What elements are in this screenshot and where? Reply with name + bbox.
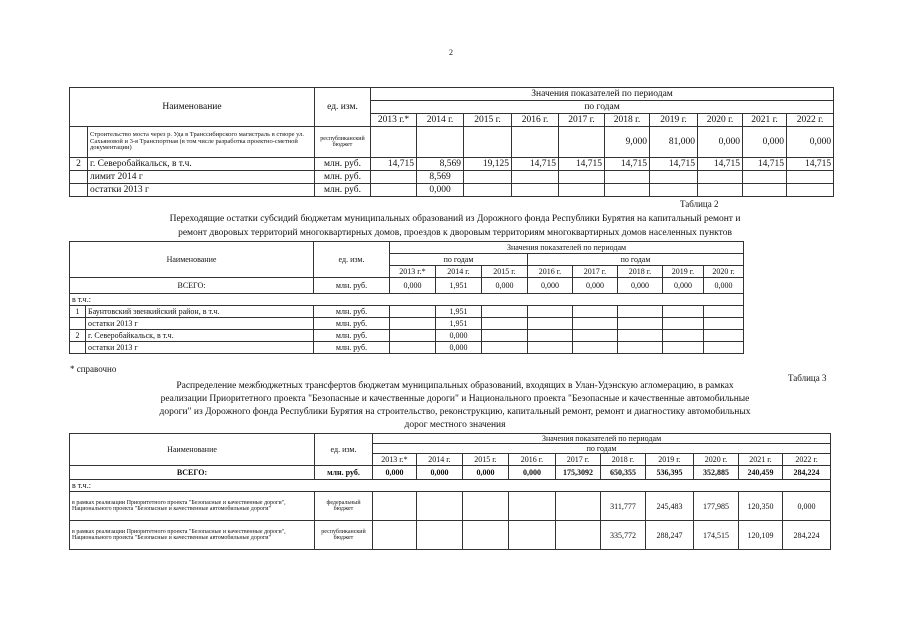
cell-value — [509, 521, 556, 550]
cell-value — [373, 521, 417, 550]
row-unit: республиканский бюджет — [315, 521, 373, 550]
table-row — [70, 330, 744, 342]
row-unit: млн. руб. — [314, 278, 390, 294]
row-name: в рамках реализации Приоритетного проекта "Безопасные и качественные дороги", Национального проекта "Безопасные и качественные автомобильные дороги" — [70, 521, 315, 550]
year-header: 2016 г. — [509, 454, 556, 466]
year-header: 2016 г. — [512, 114, 559, 127]
cell-value — [573, 330, 618, 342]
row-number: 2 — [70, 330, 86, 342]
table2-title — [60, 212, 850, 240]
cell-value: 0,000 — [390, 278, 436, 294]
table-row — [70, 306, 744, 318]
cell-value — [390, 318, 436, 330]
year-header: 2019 г. — [650, 114, 698, 127]
year-header: 2017 г. — [559, 114, 605, 127]
row-name: остатки 2013 г — [86, 318, 314, 330]
cell-value — [559, 184, 605, 197]
cell-value: 0,000 — [698, 127, 743, 158]
cell-value — [663, 306, 704, 318]
table-1 — [69, 87, 834, 197]
cell-value: 14,715 — [559, 158, 605, 171]
cell-value — [390, 330, 436, 342]
table1-header-values: Значения показателей по периодам — [371, 88, 834, 101]
table3-label: Таблица 3 — [788, 373, 827, 383]
table3-header-name: Наименование — [70, 434, 315, 466]
row-name: Строительство моста через р. Уда в Транссибирского магистраль в створе ул. Сахьяновой и 3-я Транспортная (в том числе разработка проектно-сметной документации) — [88, 127, 315, 158]
table-row — [70, 492, 831, 521]
cell-value: 8,569 — [417, 171, 464, 184]
cell-value: 14,715 — [787, 158, 834, 171]
year-header: 2022 г. — [787, 114, 834, 127]
cell-value — [573, 318, 618, 330]
table3-title-line: Распределение межбюджетных трансфертов бюджетам муниципальных образований, входящих в Улан-Удэнскую агломерацию, в рамках — [176, 381, 734, 391]
row-number: 2 — [70, 158, 88, 171]
table3-title — [60, 380, 850, 432]
year-header: 2019 г. — [646, 454, 694, 466]
row-unit: млн. руб. — [315, 158, 371, 171]
year-header: 2014 г. — [436, 266, 482, 278]
cell-value: 245,483 — [646, 492, 694, 521]
table3-header-unit: ед. изм. — [315, 434, 373, 466]
cell-value — [663, 330, 704, 342]
row-number — [70, 127, 88, 158]
cell-value: 352,885 — [694, 466, 739, 480]
cell-value — [559, 127, 605, 158]
row-name: остатки 2013 г — [86, 342, 314, 354]
cell-value — [528, 318, 573, 330]
row-number — [70, 318, 86, 330]
cell-value — [390, 342, 436, 354]
table3-header-values: Значения показателей по периодам — [373, 434, 831, 444]
cell-value: 0,000 — [482, 278, 528, 294]
footnote: * справочно — [70, 364, 117, 374]
cell-value: 0,000 — [436, 342, 482, 354]
year-header: 2020 г. — [694, 454, 739, 466]
year-header: 2017 г. — [556, 454, 601, 466]
table1-header-by-years: по годам — [371, 101, 834, 114]
cell-value: 284,224 — [783, 521, 831, 550]
cell-value: 174,515 — [694, 521, 739, 550]
cell-value: 0,000 — [663, 278, 704, 294]
year-header: 2015 г. — [464, 114, 512, 127]
cell-value: 14,715 — [371, 158, 417, 171]
cell-value — [650, 184, 698, 197]
cell-value: 14,715 — [512, 158, 559, 171]
cell-value — [787, 171, 834, 184]
table1-header-name: Наименование — [70, 88, 315, 127]
cell-value: 0,000 — [783, 492, 831, 521]
cell-value — [743, 184, 787, 197]
year-header: 2020 г. — [698, 114, 743, 127]
year-header: 2018 г. — [618, 266, 663, 278]
table-row — [70, 127, 834, 158]
cell-value: 0,000 — [436, 330, 482, 342]
cell-value: 0,000 — [417, 466, 463, 480]
year-header: 2018 г. — [601, 454, 646, 466]
row-name: лимит 2014 г — [88, 171, 315, 184]
year-header: 2015 г. — [463, 454, 509, 466]
year-header: 2018 г. — [605, 114, 650, 127]
table-2 — [69, 241, 744, 354]
year-header: 2013 г.* — [371, 114, 417, 127]
cell-value — [787, 184, 834, 197]
cell-value — [417, 492, 463, 521]
table2-header-by-years-a: по годам — [390, 254, 528, 266]
cell-value — [618, 330, 663, 342]
cell-value — [605, 184, 650, 197]
cell-value: 0,000 — [417, 184, 464, 197]
row-name: Баунтовский эвенкийский район, в т.ч. — [86, 306, 314, 318]
row-unit: млн. руб. — [315, 184, 371, 197]
year-header: 2014 г. — [417, 454, 463, 466]
cell-value — [556, 492, 601, 521]
cell-value: 0,000 — [743, 127, 787, 158]
cell-value — [512, 171, 559, 184]
year-header: 2021 г. — [743, 114, 787, 127]
cell-value — [464, 171, 512, 184]
cell-value: 0,000 — [573, 278, 618, 294]
table2-header-values: Значения показателей по периодам — [390, 242, 744, 254]
table2-title-line: ремонт дворовых территорий многоквартирных домов, проездов к дворовым территориям многоквартирных домов населенных пунктов — [178, 228, 732, 238]
cell-value: 1,951 — [436, 306, 482, 318]
cell-value — [663, 342, 704, 354]
cell-value: 175,3092 — [556, 466, 601, 480]
cell-value: 14,715 — [605, 158, 650, 171]
table-row — [70, 294, 744, 306]
row-number — [70, 184, 88, 197]
row-name: г. Северобайкальск, в т.ч. — [88, 158, 315, 171]
year-header: 2017 г. — [573, 266, 618, 278]
table3-title-line: реализации Приоритетного проекта "Безопасные и качественные дороги" и Национального проекта "Безопасные и качественные автомобильные — [160, 394, 750, 404]
cell-value — [371, 171, 417, 184]
cell-value — [464, 127, 512, 158]
cell-value — [371, 184, 417, 197]
table-row — [70, 342, 744, 354]
year-header: 2013 г.* — [390, 266, 436, 278]
row-number: 1 — [70, 306, 86, 318]
row-unit: млн. руб. — [314, 318, 390, 330]
subtotal-label: в т.ч.: — [70, 480, 831, 492]
cell-value — [663, 318, 704, 330]
cell-value — [512, 127, 559, 158]
cell-value — [373, 492, 417, 521]
table-row — [70, 480, 831, 492]
cell-value — [528, 342, 573, 354]
table-row-total — [70, 466, 831, 480]
cell-value — [704, 306, 744, 318]
cell-value — [528, 306, 573, 318]
row-unit: млн. руб. — [314, 342, 390, 354]
cell-value: 536,395 — [646, 466, 694, 480]
table-row — [70, 521, 831, 550]
cell-value — [417, 127, 464, 158]
table-row — [70, 184, 834, 197]
cell-value: 9,000 — [605, 127, 650, 158]
year-header: 2013 г.* — [373, 454, 417, 466]
cell-value: 8,569 — [417, 158, 464, 171]
cell-value — [704, 342, 744, 354]
table-row-total — [70, 278, 744, 294]
cell-value — [509, 492, 556, 521]
cell-value — [417, 521, 463, 550]
row-name: остатки 2013 г — [88, 184, 315, 197]
cell-value: 14,715 — [743, 158, 787, 171]
cell-value: 81,000 — [650, 127, 698, 158]
cell-value — [482, 318, 528, 330]
table3-header-by-years: по годам — [373, 444, 831, 454]
year-header: 2014 г. — [417, 114, 464, 127]
year-header: 2015 г. — [482, 266, 528, 278]
table2-header-unit: ед. изм. — [314, 242, 390, 278]
row-unit: млн. руб. — [315, 466, 373, 480]
cell-value — [371, 127, 417, 158]
year-header: 2021 г. — [739, 454, 783, 466]
table3-title-line: дороги" из Дорожного фонда Республики Бурятия на строительство, реконструкцию, капитальный ремонт, ремонт и диагностику автомобильных — [159, 407, 751, 417]
year-header: 2020 г. — [704, 266, 744, 278]
year-header: 2022 г. — [783, 454, 831, 466]
cell-value: 0,000 — [704, 278, 744, 294]
cell-value: 177,985 — [694, 492, 739, 521]
cell-value — [618, 318, 663, 330]
table-row — [70, 158, 834, 171]
cell-value — [573, 306, 618, 318]
cell-value: 0,000 — [373, 466, 417, 480]
cell-value — [704, 318, 744, 330]
table2-header-by-years-b: по годам — [528, 254, 744, 266]
cell-value — [390, 306, 436, 318]
cell-value — [650, 171, 698, 184]
row-unit: федеральный бюджет — [315, 492, 373, 521]
table3-title-line: дорог местного значения — [404, 420, 506, 430]
row-unit: млн. руб. — [314, 330, 390, 342]
row-name: г. Северобайкальск, в т.ч. — [86, 330, 314, 342]
cell-value: 240,459 — [739, 466, 783, 480]
cell-value — [556, 521, 601, 550]
table2-title-line: Переходящие остатки субсидий бюджетам муниципальных образований из Дорожного фонда Республики Бурятия на капитальный ремонт и — [169, 214, 741, 224]
table-row — [70, 318, 744, 330]
cell-value — [464, 184, 512, 197]
row-number — [70, 342, 86, 354]
total-label: ВСЕГО: — [70, 466, 315, 480]
cell-value: 335,772 — [601, 521, 646, 550]
table2-label: Таблица 2 — [680, 199, 719, 209]
cell-value — [463, 492, 509, 521]
cell-value: 1,951 — [436, 278, 482, 294]
cell-value: 14,715 — [698, 158, 743, 171]
row-unit: млн. руб. — [315, 171, 371, 184]
cell-value: 650,355 — [601, 466, 646, 480]
table2-header-name: Наименование — [70, 242, 314, 278]
table-3 — [69, 433, 831, 550]
row-unit: республиканский бюджет — [315, 127, 371, 158]
cell-value — [573, 342, 618, 354]
cell-value — [482, 342, 528, 354]
table-row — [70, 171, 834, 184]
cell-value — [528, 330, 573, 342]
cell-value: 120,109 — [739, 521, 783, 550]
cell-value — [618, 306, 663, 318]
cell-value — [482, 330, 528, 342]
cell-value — [482, 306, 528, 318]
cell-value — [698, 184, 743, 197]
row-number — [70, 171, 88, 184]
cell-value: 0,000 — [509, 466, 556, 480]
cell-value — [618, 342, 663, 354]
cell-value: 0,000 — [528, 278, 573, 294]
cell-value: 0,000 — [463, 466, 509, 480]
cell-value: 1,951 — [436, 318, 482, 330]
cell-value: 0,000 — [618, 278, 663, 294]
cell-value — [743, 171, 787, 184]
year-header: 2019 г. — [663, 266, 704, 278]
cell-value: 19,125 — [464, 158, 512, 171]
row-unit: млн. руб. — [314, 306, 390, 318]
cell-value — [698, 171, 743, 184]
cell-value: 288,247 — [646, 521, 694, 550]
cell-value — [704, 330, 744, 342]
cell-value — [605, 171, 650, 184]
cell-value — [463, 521, 509, 550]
year-header: 2016 г. — [528, 266, 573, 278]
cell-value: 0,000 — [787, 127, 834, 158]
cell-value: 120,350 — [739, 492, 783, 521]
cell-value — [512, 184, 559, 197]
cell-value: 284,224 — [783, 466, 831, 480]
cell-value — [559, 171, 605, 184]
cell-value: 311,777 — [601, 492, 646, 521]
table1-header-unit: ед. изм. — [315, 88, 371, 127]
cell-value: 14,715 — [650, 158, 698, 171]
row-name: в рамках реализации Приоритетного проекта "Безопасные и качественные дороги", Национального проекта "Безопасные и качественные автомобильные дороги" — [70, 492, 315, 521]
total-label: ВСЕГО: — [70, 278, 314, 294]
subtotal-label: в т.ч.: — [70, 294, 744, 306]
page-number: 2 — [449, 48, 453, 57]
